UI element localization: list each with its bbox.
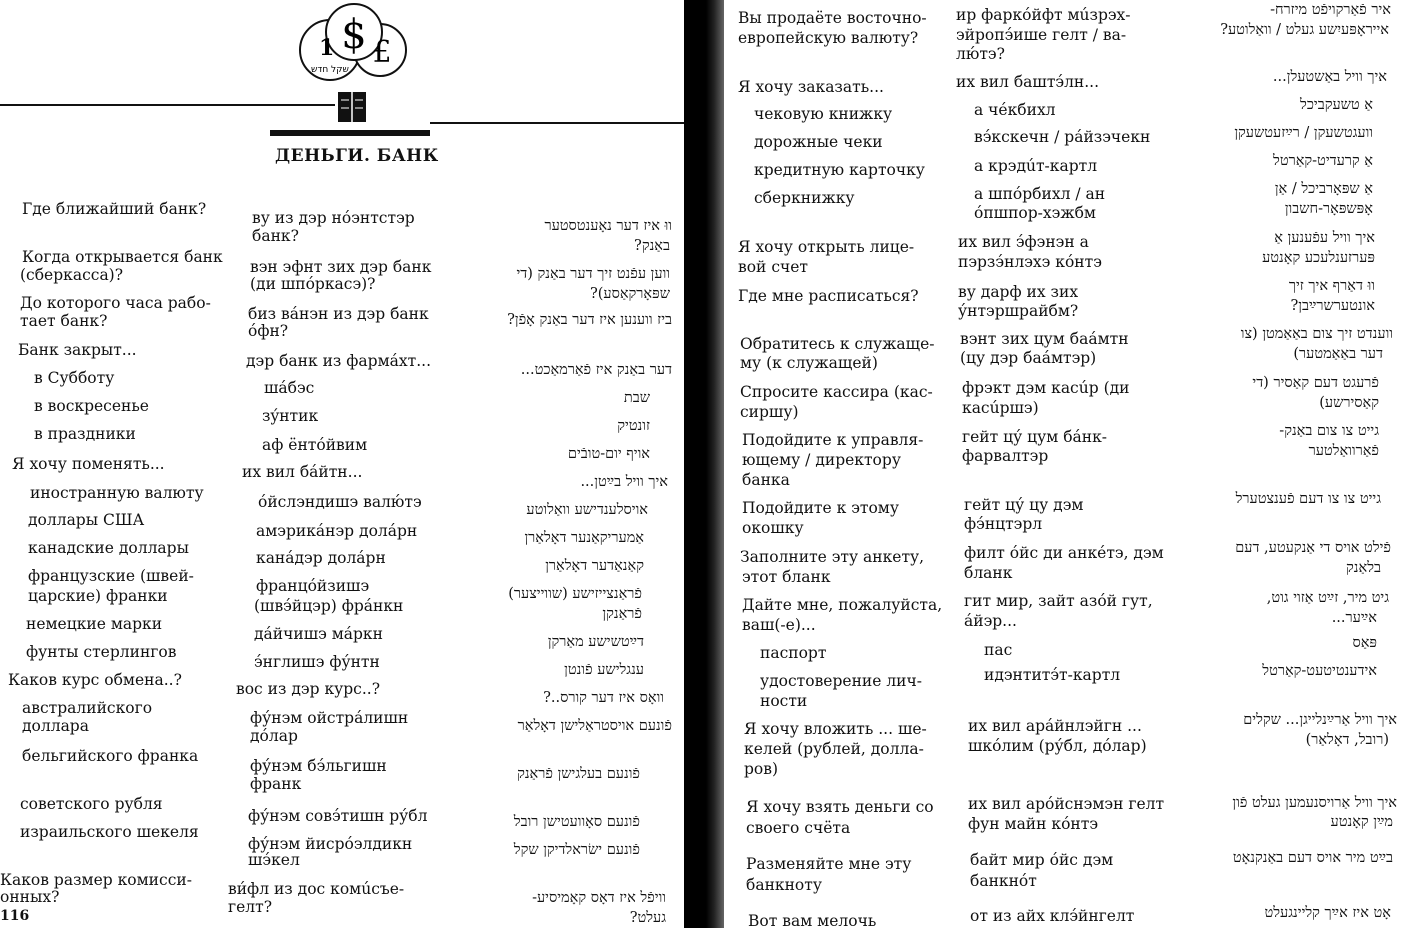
tr-line: вэнт зих цум баáмтн (960, 330, 1129, 348)
tr-line: фэ́нцтэрл (964, 515, 1043, 533)
tr-line: идэнтитэ́т-картл (984, 666, 1121, 684)
ru-line: кредитную карточку (754, 161, 925, 179)
tr-line: бланк (964, 564, 1013, 582)
ru-line: европейскую валюту? (738, 29, 919, 47)
ru-line: австралийского (22, 699, 153, 717)
he-line: פֿאַרוואַלטער (1308, 443, 1379, 459)
header-rule-right (430, 122, 684, 124)
he-line: אײַער... (1331, 610, 1377, 626)
he-line: אַ טשעקביכל (1300, 97, 1373, 113)
book-icon (338, 92, 366, 122)
ru-line: советского рубля (20, 795, 163, 813)
tr-line: их вил арáйнлэйгн ... (968, 717, 1142, 735)
ru-line: французские (швей- (28, 567, 194, 585)
ru-line: паспорт (760, 644, 827, 662)
tr-line: гейт цу́ цум бáнк- (962, 428, 1108, 446)
tr-line: а чéкбихл (974, 101, 1056, 119)
he-line: דער באַנק איז פֿאַרמאַכט... (520, 362, 672, 378)
tr-line: вэн эфнт зих дэр банк (250, 258, 432, 276)
tr-line: их вил э́фэнэн а (958, 233, 1089, 251)
tr-line: банк? (252, 227, 299, 245)
tr-line: гейт цу́ цу дэм (964, 496, 1084, 514)
he-line: איך וויל באַשטעלן... (1272, 69, 1387, 85)
he-line: איך וויל אַרײַנלייגן... שקלים (1243, 712, 1397, 728)
he-line: אייראָפּעיִשע געלט / וואַלוטע? (1220, 22, 1389, 38)
tr-line: áйэр... (964, 612, 1017, 630)
he-line: בײַט מיר אויס דעם באַנקנאָט (1232, 850, 1393, 866)
section-title: ДЕНЬГИ. БАНК (275, 146, 439, 166)
ru-line: Я хочу открыть лице- (738, 238, 915, 256)
he-line: פֿראַנקן (602, 606, 642, 622)
title-rule (270, 130, 430, 136)
shekel-value: 1 (319, 35, 335, 61)
he-line: מײַן קאָנטע (1330, 814, 1393, 830)
ru-line: доллара (22, 717, 89, 735)
he-line: אויסלענדישע וואַלוטע (526, 502, 648, 518)
ru-line: в праздники (34, 425, 136, 443)
ru-line: Дайте мне, пожалуйста, (742, 596, 943, 614)
he-line: גייט צו צום באַנק- (1279, 423, 1379, 439)
he-line: ווען עפֿנט זיך דער באַנק (די (516, 266, 670, 282)
he-line: גייט צו צו דעם פֿענצטערל (1235, 491, 1381, 507)
tr-line: óйслэндишэ валю́тэ (258, 493, 422, 511)
ru-line: канадские доллары (28, 539, 189, 557)
ru-line: Вот вам мелочь (748, 912, 877, 928)
he-line: אַ קרעדיט-קאַרטל (1273, 153, 1373, 169)
ru-line: Банк закрыт... (18, 341, 137, 359)
ru-line: немецкие марки (26, 615, 163, 633)
he-line: ווּ דאַרף איך זיך (1288, 278, 1375, 294)
he-line: אונטערשרײַבן? (1290, 298, 1375, 314)
tr-line: фу́нэм бэ́льгишн (250, 757, 387, 775)
he-line: איר פֿאַרקויפֿט מיזרח- (1270, 2, 1391, 18)
ru-line: онных? (0, 888, 60, 906)
ru-line: удостоверение лич- (760, 672, 923, 690)
he-line: אידענטיטעט-קאַרטל (1262, 663, 1377, 679)
ru-line: Я хочу взять деньги со (746, 798, 934, 816)
he-line: דער באַאַמטער) (1293, 346, 1383, 362)
he-line: קאַסירשע) (1319, 395, 1379, 411)
he-line: אַמעריקאַנער דאָלאַרן (524, 530, 644, 546)
header-rule-left (0, 104, 335, 106)
ru-line: До которого часа рабо- (20, 294, 211, 312)
he-line: ווענדט זיך צום באַאַמטן (צו (1240, 326, 1393, 342)
ru-line: окошку (742, 519, 804, 537)
he-line: אַ שפּאָרביכל / אַן (1274, 181, 1373, 197)
ru-line: Подойдите к этому (742, 499, 899, 517)
ru-line: фунты стерлингов (26, 643, 177, 661)
tr-line: шкóлим (ру́бл, дóлар) (968, 737, 1147, 755)
pound-symbol: £ (372, 35, 392, 70)
he-line: אויף יום-טובֿים (567, 446, 650, 462)
tr-line: а шпóрбихл / ан (974, 185, 1106, 203)
ru-line: царские) франки (28, 587, 168, 605)
ru-line: Я хочу вложить ... ше- (744, 720, 927, 738)
ru-line: ности (760, 692, 808, 710)
tr-line: дóлар (250, 727, 298, 745)
tr-line: ву дарф их зих (958, 283, 1079, 301)
ru-line: Я хочу поменять... (12, 455, 165, 473)
ru-line: израильского шекеля (20, 823, 199, 841)
tr-line: их вил баштэ́лн... (956, 73, 1100, 91)
tr-line: байт мир óйс дэм (970, 851, 1114, 869)
tr-line: канáдэр долáрн (256, 549, 386, 567)
tr-line: фу́нэм ойстрáлишн (250, 709, 409, 727)
he-line: ענגלישע פֿונטן (564, 662, 644, 678)
he-line: (רובל, דאָלאַר) (1305, 732, 1389, 748)
tr-line: биз вáнэн из дэр банк (248, 305, 429, 323)
ru-line: ров) (744, 760, 779, 778)
ru-line: Спросите кассира (кас- (740, 383, 933, 401)
he-line: גיט מיר, זײַט אַזוי גוט, (1266, 590, 1389, 606)
he-line: פֿונעם בעלגישן פֿראַנק (517, 766, 640, 782)
he-line: וואָס איז דער קורס..? (543, 690, 664, 706)
he-line: פֿראַנצייזישע (שווייצער) (508, 586, 642, 602)
ru-line: Я хочу заказать... (738, 78, 884, 96)
ru-line: Заполните эту анкету, (740, 548, 925, 566)
tr-line: ви́фл из дос комúсъе- (228, 880, 405, 898)
left-page (0, 0, 684, 928)
ru-line: своего счёта (746, 819, 851, 837)
tr-line: у́нтэршрайбм? (958, 302, 1079, 320)
he-line: פֿונעם ישׂראלדיקן שקל (513, 842, 640, 858)
tr-line: зýнтик (262, 407, 319, 425)
shekel-caption: שקל חדש (311, 65, 349, 75)
tr-line: дэр банк из фармáхт... (246, 352, 431, 370)
ru-line: этот бланк (742, 568, 831, 586)
tr-line: шэ́кел (248, 851, 300, 869)
tr-line: э́нглишэ фу́нтн (254, 653, 380, 671)
tr-line: вэ́кскечн / рáйзэчекн (974, 128, 1151, 146)
he-line: בלאַנק (1346, 560, 1381, 576)
tr-line: касúршэ) (962, 399, 1039, 417)
book-gutter (684, 0, 724, 928)
he-line: שפּאָרקאַסע)? (589, 286, 670, 302)
he-line: וועגטשעקן / רײַזעטשעקן (1234, 125, 1373, 141)
ru-line: тает банк? (20, 312, 108, 330)
tr-line: фу́нэм йисрóэлдикн (248, 835, 413, 853)
he-line: פֿונעם אויסטראַלישן דאָלאַר (517, 718, 672, 734)
he-line: פּאַס (1352, 635, 1377, 651)
ru-line: сиршу) (740, 403, 799, 421)
he-line: פֿילט אויס די אַנקעטע, דעם (1235, 540, 1391, 556)
tr-line: от из айх клэ́йнгелт (970, 907, 1135, 925)
tr-line: амэрикáнэр долáрн (256, 522, 418, 540)
he-line: שבת (623, 390, 650, 406)
tr-line: а крэдúт-картл (974, 157, 1098, 175)
ru-line: Подойдите к управля- (742, 431, 924, 449)
ru-line: иностранную валюту (30, 484, 204, 502)
tr-line: óфн? (248, 322, 289, 340)
tr-line: их вил бáйтн... (242, 463, 363, 481)
tr-line: филт óйс ди анкéтэ, дэм (964, 544, 1164, 562)
he-line: ווּ איז דער נאָענטסטער (544, 218, 672, 234)
ru-line: Вы продаёте восточно- (738, 9, 927, 27)
ru-line: банкноту (746, 876, 822, 894)
he-line: אָפּשפּאָר-חשבון (1284, 201, 1373, 217)
ru-line: Когда открывается банк (22, 248, 223, 266)
tr-line: лю́тэ? (956, 45, 1005, 63)
he-line: אָט איז אײַך קליינגעלט (1264, 905, 1391, 921)
page-number: 116 (0, 908, 30, 924)
right-page (724, 0, 1401, 928)
ru-line: Где ближайший банк? (22, 200, 207, 218)
ru-line: вой счет (738, 258, 808, 276)
he-line: איך וויל עפֿענען אַ (1274, 230, 1375, 246)
tr-line: фу́нэм совэ́тишн ру́бл (248, 807, 428, 825)
he-line: ביז ווענען איז דער באַנק אָפֿן? (507, 312, 672, 328)
tr-line: (цу дэр баáмтэр) (960, 349, 1097, 367)
ru-line: Каков курс обмена..? (8, 671, 182, 689)
tr-line: (швэ́йцэр) фрáнкн (254, 597, 404, 615)
tr-line: шáбэс (264, 379, 315, 397)
he-line: פּערזענלעכע קאָנטע (1262, 250, 1375, 266)
ru-line: чековую книжку (754, 105, 893, 123)
tr-line: фарвалтэр (962, 447, 1049, 465)
ru-line: в Субботу (34, 369, 115, 387)
he-line: פֿרעגט דעם קאַסיר (די (1252, 375, 1379, 391)
ru-line: му (к служащей) (740, 354, 878, 372)
he-line: וויפֿל איז דאָס קאָמיסיע- (532, 890, 666, 906)
ru-line: Каков размер комисси- (0, 871, 192, 889)
ru-line: Разменяйте мне эту (746, 855, 912, 873)
ru-line: ющему / директору (742, 451, 901, 469)
he-line: קאַנאַדער דאָלאַרן (545, 558, 644, 574)
he-line: באַנק? (634, 238, 670, 254)
he-line: געלט? (629, 910, 666, 926)
he-line: איך וויל אַרויסנעמען געלט פֿון (1232, 795, 1397, 811)
tr-line: вос из дэр курс..? (236, 680, 381, 698)
tr-line: ву из дэр нóэнтстэр (252, 209, 415, 227)
tr-line: францóйзишэ (256, 577, 370, 595)
ru-line: дорожные чеки (754, 133, 883, 151)
he-line: איך וויל בײַטן... (580, 474, 668, 490)
ru-line: банка (742, 471, 790, 489)
tr-line: гелт? (228, 898, 273, 916)
tr-line: фрэкт дэм касúр (ди (962, 379, 1130, 397)
tr-line: франк (250, 775, 302, 793)
he-line: פֿונעם סאָוועטישן רובל (513, 814, 640, 830)
tr-line: (ди шпóркасэ)? (250, 275, 376, 293)
tr-line: óпшпор-хэжбм (974, 204, 1096, 222)
tr-line: эйропэ́ише гелт / ва- (956, 26, 1127, 44)
he-line: דײַטשישע מאַרקן (547, 634, 644, 650)
tr-line: дáйчишэ мáркн (254, 625, 383, 643)
tr-line: ир фаркóйфт мúзрэх- (956, 6, 1131, 24)
tr-line: банкнóт (970, 872, 1037, 890)
he-line: זונטיק (617, 418, 650, 434)
tr-line: пас (984, 641, 1013, 659)
tr-line: пэрзэ́нлэхэ кóнтэ (958, 253, 1102, 271)
tr-line: аф ёнтóйвим (262, 436, 368, 454)
ru-line: (сберкасса)? (20, 266, 124, 284)
ru-line: Где мне расписаться? (738, 287, 919, 305)
ru-line: бельгийского франка (22, 747, 199, 765)
tr-line: гит мир, зайт азóй гут, (964, 592, 1153, 610)
tr-line: их вил арóйснэмэн гелт (968, 795, 1165, 813)
ru-line: келей (рублей, долла- (744, 740, 924, 758)
ru-line: ваш(-е)... (742, 616, 816, 634)
ru-line: Обратитесь к служаще- (740, 335, 935, 353)
ru-line: в воскресенье (34, 397, 149, 415)
ru-line: доллары США (28, 511, 145, 529)
dollar-symbol: $ (341, 12, 367, 58)
ru-line: сберкнижку (754, 189, 855, 207)
tr-line: фун майн кóнтэ (968, 815, 1099, 833)
currency-emblem (292, 0, 412, 125)
